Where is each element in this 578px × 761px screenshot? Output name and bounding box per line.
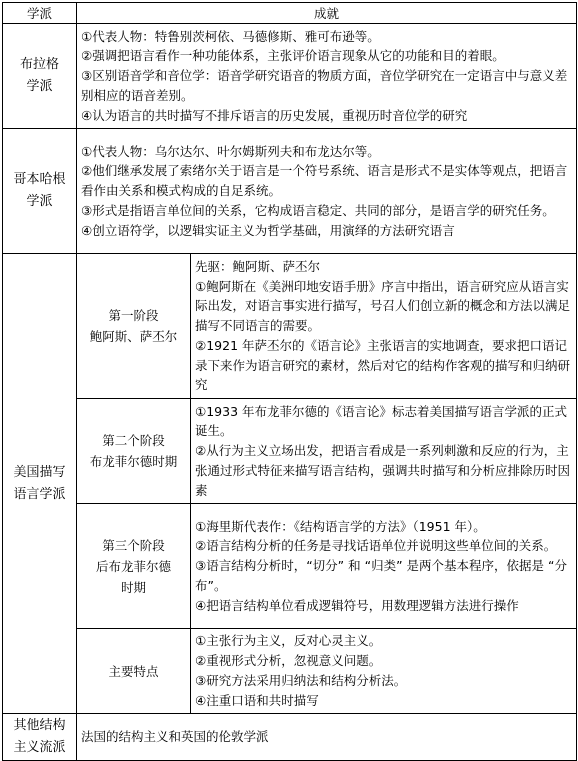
school-prague [3, 24, 77, 129]
stage-name-line: 第三个阶段 [102, 537, 165, 553]
stage-2-content [191, 399, 577, 504]
stage-name-line: 后布龙菲尔德 [95, 558, 171, 574]
row-american-stage-2 [3, 399, 577, 504]
school-american [3, 254, 77, 714]
row-american-stage-1 [3, 254, 577, 399]
school-name-line: 学派 [26, 79, 53, 94]
row-prague [3, 24, 577, 129]
school-name-line: 语言学派 [13, 486, 66, 502]
stage-1-name [77, 254, 191, 399]
header-achievement: 成就 [77, 3, 577, 24]
school-name-line: 主义流派 [13, 740, 66, 755]
school-other [3, 714, 77, 761]
school-name-line: 美国描写 [13, 464, 66, 480]
stage-2-name [77, 399, 191, 504]
stage-name-line: 布龙菲尔德时期 [89, 454, 178, 469]
list-item: ④注重口语和共时描写 [195, 692, 319, 708]
features-content [191, 629, 577, 714]
list-item: ④把语言结构单位看成逻辑符号，用数理逻辑方法进行操作 [195, 597, 519, 613]
linguistics-schools-table [2, 2, 577, 761]
header-school: 学派 [3, 3, 77, 24]
list-item: ②他们继承发展了索绪尔关于语言是一个符号系统、语言是形式不是实体等观点，把语言看作由关系和模式构成的自足系统。 [81, 163, 568, 199]
list-item: ③区别语音学和音位学：语音学研究语音的物质方面，音位学研究在一定语言中与意义差别相应的语音差别。 [81, 68, 568, 103]
list-item: ④创立语符学，以逻辑实证主义为哲学基础，用演绎的方法研究语言 [81, 222, 455, 238]
list-item: 法国的结构主义和英国的伦敦学派 [81, 729, 269, 745]
achievement-copenhagen [77, 129, 577, 254]
school-name-line: 布拉格 [19, 57, 59, 72]
stage-name-line: 第二个阶段 [102, 433, 165, 448]
list-item: ④认为语言的共时描写不排斥语言的历史发展，重视历时音位学的研究 [81, 107, 468, 123]
list-item: ①1933 年布龙菲尔德的《语言论》标志着美国描写语言学派的正式诞生。 [195, 403, 567, 439]
school-copenhagen [3, 129, 77, 254]
list-item: ③研究方法采用归纳法和结构分析法。 [195, 673, 407, 688]
list-item: ②重视形式分析，忽视意义问题。 [195, 653, 382, 669]
header-row [3, 3, 577, 24]
school-name-line: 学派 [26, 194, 53, 209]
list-item: 先驱：鲍阿斯、萨丕尔 [195, 258, 321, 274]
school-name-line: 其他结构 [13, 718, 66, 733]
stage-name-line: 鲍阿斯、萨丕尔 [89, 329, 178, 344]
row-american-features [3, 629, 577, 714]
list-item: ②从行为主义立场出发，把语言看成是一系列刺激和反应的行为，主张通过形式特征来描写语言结构，强调共时描写和分析应排除历时因素 [195, 443, 571, 498]
list-item: ③形式是指语言单位间的关系，它构成语言稳定、共同的部分，是语言学的研究任务。 [81, 202, 555, 218]
list-item: ②语言结构分析的任务是寻找话语单位并说明这些单位间的关系。 [195, 538, 557, 554]
list-item: ②强调把语言看作一种功能体系，主张评价语言现象从它的功能和目的着眼。 [81, 48, 505, 64]
list-item: ①代表人物：乌尔达尔、叶尔姆斯列夫和布龙达尔等。 [81, 143, 380, 159]
list-item: ①主张行为主义，反对心灵主义。 [195, 633, 382, 649]
list-item: ②1921 年萨丕尔的《语言论》主张语言的实地调查，要求把口语记录下来作为语言研究的素材，然后对它的结构作客观的描写和归纳研究 [195, 337, 571, 393]
list-item: ①鲍阿斯在《美洲印地安语手册》序言中指出，语言研究应从语言实际出发，对语言事实进行描写，号召人们创立新的概念和方法以满足描写不同语言的需要。 [195, 278, 571, 334]
row-copenhagen [3, 129, 577, 254]
row-american-stage-3 [3, 504, 577, 629]
stage-name-line: 时期 [120, 579, 146, 595]
school-name-line: 哥本哈根 [13, 172, 66, 187]
list-item: ③语言结构分析时，“切分” 和 “归类” 是两个基本程序，依据是 “分布”。 [195, 558, 567, 593]
stage-3-content [191, 504, 577, 629]
list-item: ①代表人物：特鲁别茨柯依、马德修斯、雅可布逊等。 [81, 28, 380, 44]
list-item: ①海里斯代表作：《结构语言学的方法》（1951 年）。 [195, 518, 486, 534]
achievement-other [77, 714, 577, 761]
stage-name-line: 第一阶段 [108, 308, 159, 323]
achievement-prague [77, 24, 577, 129]
row-other [3, 714, 577, 761]
stage-name-line: 主要特点 [108, 663, 159, 679]
features-name [77, 629, 191, 714]
stage-1-content [191, 254, 577, 399]
stage-3-name [77, 504, 191, 629]
